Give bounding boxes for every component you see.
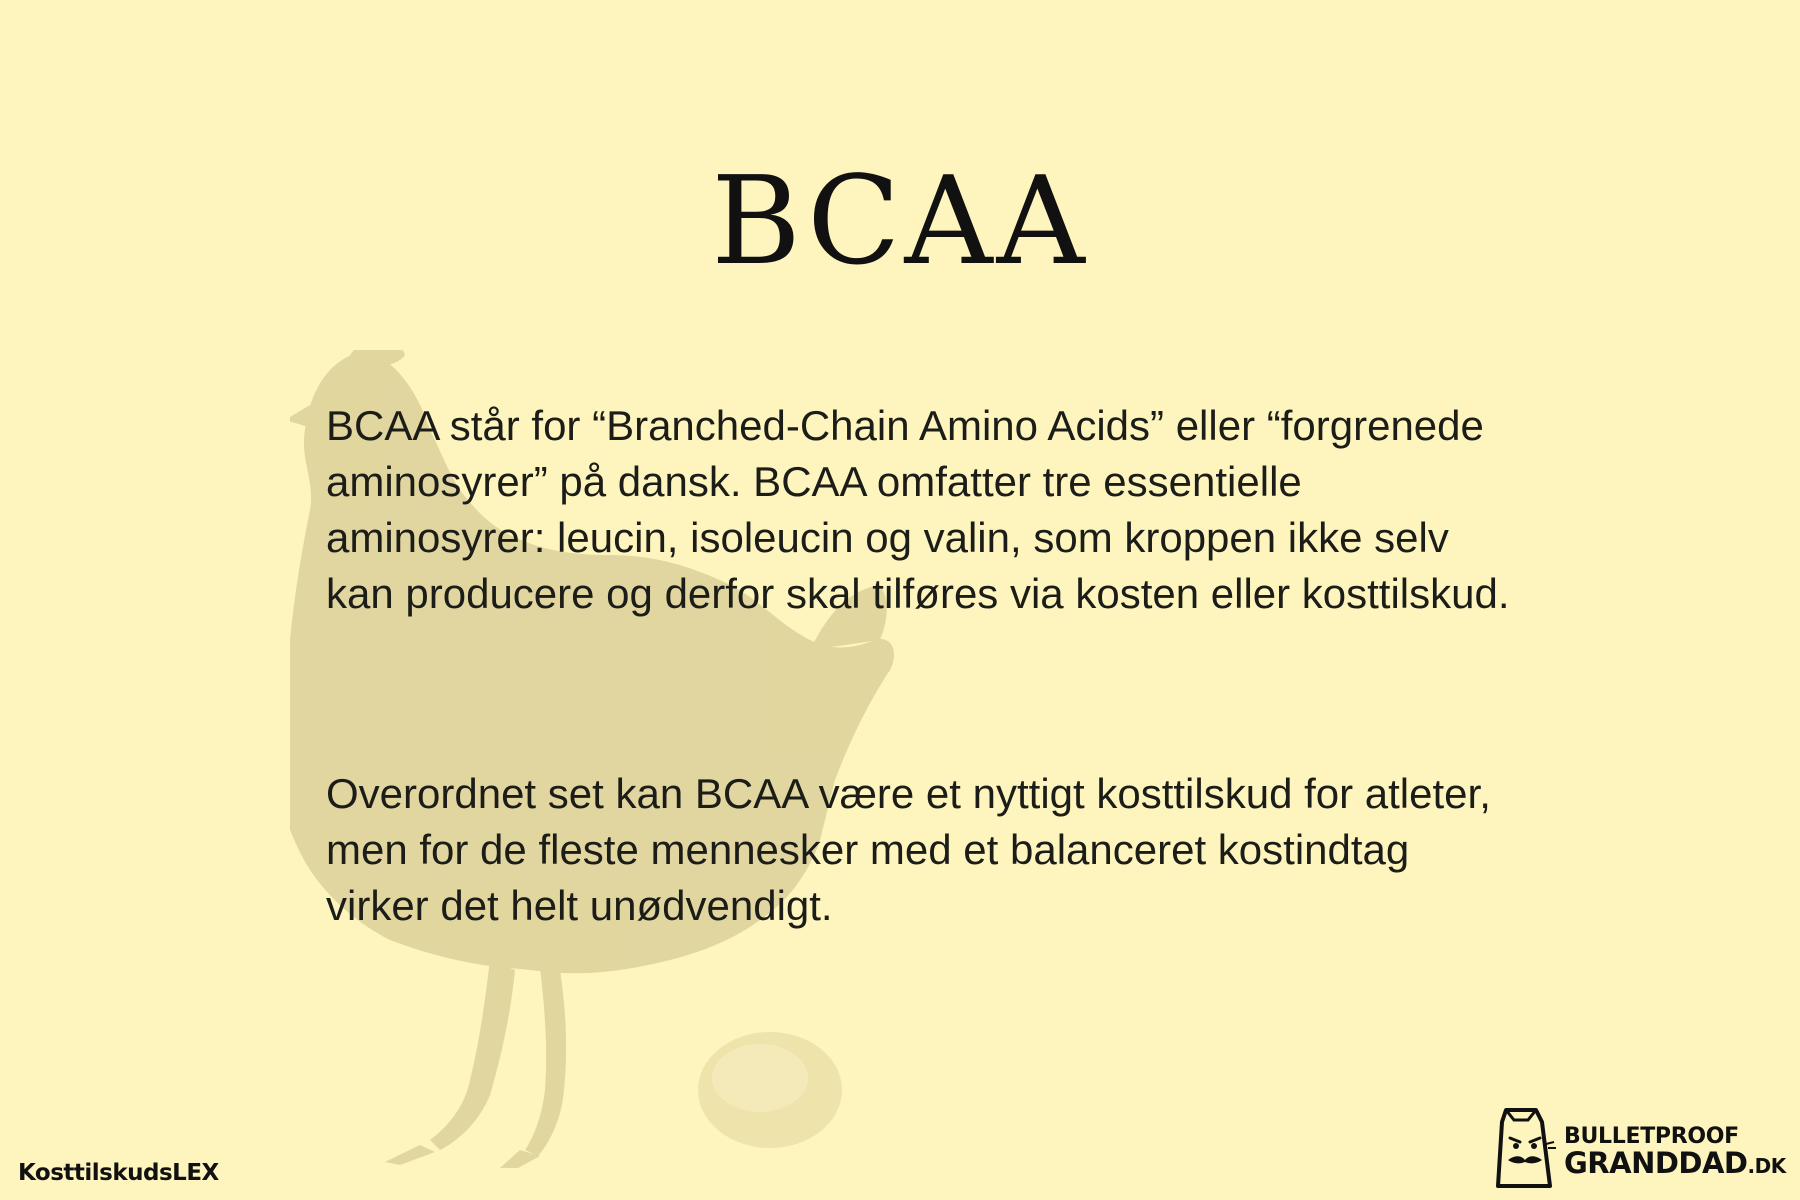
page-title: BCAA (711, 150, 1089, 292)
logo-line-bulletproof: BULLETPROOF (1564, 1124, 1739, 1149)
logo-wordmark (1564, 1126, 1786, 1178)
logo-granddad-text: GRANDDAD (1564, 1146, 1748, 1180)
paragraph-definition: BCAA står for “Branched-Chain Amino Acids” eller “forgrenede aminosyrer” på dansk. BCAA omfatter tre essentielle aminosyrer: leucin, isoleucin og valin, som kroppen ikke selv kan producere og derfor skal tilføres via kosten eller kosttilskud. (326, 402, 1510, 617)
logo-line-granddad (1564, 1146, 1786, 1180)
paragraph-conclusion: Overordnet set kan BCAA være et nyttigt kosttilskud for atleter, men for de fleste mennesker med et balanceret kostindtag virker det helt unødvendigt. (326, 770, 1491, 929)
bulletproof-granddad-logo (1492, 1104, 1786, 1188)
granddad-mascot-icon (1492, 1104, 1558, 1188)
kosttilskudslex-brand: KosttilskudsLEX (18, 1160, 219, 1186)
logo-dk-suffix: .DK (1747, 1154, 1786, 1178)
